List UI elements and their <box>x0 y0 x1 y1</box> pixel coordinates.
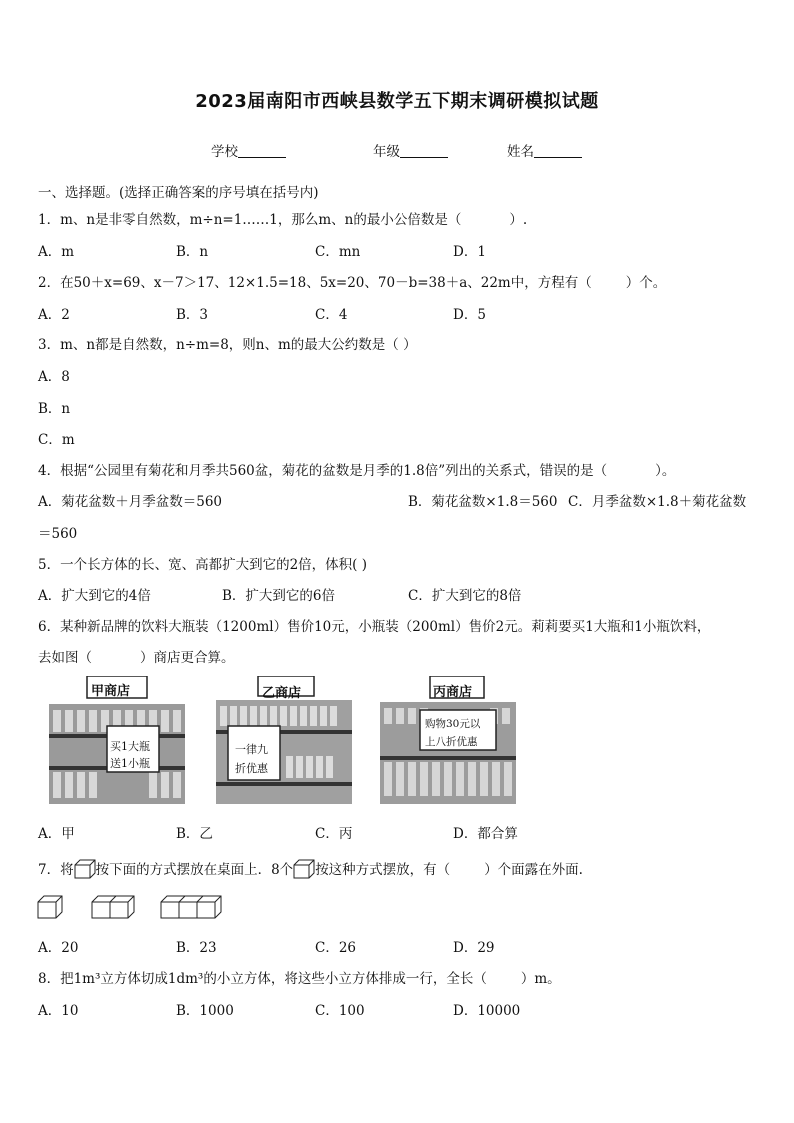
name-field <box>507 140 582 160</box>
q2-stem-end: ）个。 <box>625 275 667 291</box>
q2-option-a: A．2 <box>38 307 70 323</box>
q3-option-c: C．m <box>38 432 75 448</box>
q1-option-a: A．m <box>38 244 75 260</box>
q8-option-d: D．10000 <box>453 1003 521 1019</box>
q8-option-a: A．10 <box>38 1003 79 1019</box>
question-5: 5．一个长方体的长、宽、高都扩大到它的2倍，体积( ) <box>38 557 368 573</box>
cube-icon <box>293 859 315 879</box>
store-sign-jia-1: 买1大瓶 <box>110 740 150 753</box>
q7-stem-middle: 按下面的方式摆放在桌面上．8个 <box>95 862 294 878</box>
three-cube-figure <box>160 895 222 919</box>
q5-option-b: B．扩大到它的6倍 <box>222 588 336 604</box>
q7-stem-start: 7．将 <box>38 862 74 878</box>
q4-option-a: A．菊花盆数＋月季盆数＝560 <box>38 494 223 510</box>
question-7 <box>38 858 583 879</box>
q7-stem-end: ）个面露在外面. <box>484 862 583 878</box>
question-1 <box>38 208 527 228</box>
q4-option-c-continued: ＝560 <box>38 526 78 542</box>
q1-stem: 1．m、n是非零自然数，m÷n=1……1，那么m、n的最小公倍数是（ <box>38 212 462 228</box>
q7-option-d: D．29 <box>453 940 495 956</box>
q8-option-b: B．1000 <box>176 1003 234 1019</box>
grade-blank[interactable] <box>400 143 448 158</box>
question-8 <box>38 967 561 987</box>
q3-option-a: A．8 <box>38 369 70 385</box>
q4-stem: 4．根据“公园里有菊花和月季共560盆，菊花的盆数是月季的1.8倍”列出的关系式，错误的是（ <box>38 463 608 479</box>
q6-option-d: D．都合算 <box>453 826 518 842</box>
q3-option-b: B．n <box>38 401 71 417</box>
section-heading: 一、选择题。(选择正确答案的序号填在括号内) <box>38 185 319 201</box>
q1-option-d: D．1 <box>453 244 486 260</box>
q1-option-b: B．n <box>176 244 209 260</box>
question-4 <box>38 459 675 479</box>
store-sign-yi-1: 一律九 <box>235 743 268 756</box>
q1-stem-end: ）. <box>509 212 528 228</box>
two-cube-figure <box>91 895 135 919</box>
grade-field <box>373 140 448 160</box>
q2-stem: 2．在50＋x=69、x－7＞17、12×1.5=18、5x=20、70－b=38＋a、22m中，方程有（ <box>38 275 592 291</box>
school-label: 学校 <box>211 144 238 160</box>
store-sign-yi-2: 折优惠 <box>235 762 268 775</box>
store-name-yi: 乙商店 <box>262 686 302 701</box>
q8-option-c: C．100 <box>315 1003 365 1019</box>
q6-option-b: B．乙 <box>176 826 213 842</box>
single-cube-figure <box>37 895 63 919</box>
q7-option-b: B．23 <box>176 940 217 956</box>
name-blank[interactable] <box>534 143 582 158</box>
q6-option-c: C．丙 <box>315 826 353 842</box>
school-field <box>211 140 286 160</box>
q5-option-c: C．扩大到它的8倍 <box>408 588 522 604</box>
page-title: 2023届南阳市西峡县数学五下期末调研模拟试题 <box>195 91 599 112</box>
store-name-bing: 丙商店 <box>433 685 473 700</box>
question-2 <box>38 271 666 291</box>
cube-icon <box>74 859 96 879</box>
q4-stem-end: ）。 <box>655 463 676 479</box>
grade-label: 年级 <box>373 144 400 160</box>
q6-stem-end: ）商店更合算。 <box>140 650 235 666</box>
store-sign-bing-1: 购物30元以 <box>425 718 481 730</box>
q4-option-b: B．菊花盆数×1.8＝560 <box>408 494 558 510</box>
q8-stem-end: ）m。 <box>520 971 561 987</box>
q2-option-c: C．4 <box>315 307 348 323</box>
q2-option-b: B．3 <box>176 307 209 323</box>
q7-option-c: C．26 <box>315 940 357 956</box>
question-6-continued <box>38 646 235 666</box>
store-sign-jia-2: 送1小瓶 <box>110 757 150 770</box>
q5-option-a: A．扩大到它的4倍 <box>38 588 151 604</box>
store-sign-bing-2: 上八折优惠 <box>425 736 478 748</box>
q7-option-a: A．20 <box>38 940 79 956</box>
q7-stem-rest: 按这种方式摆放，有（ <box>315 862 451 878</box>
store-name-jia: 甲商店 <box>91 684 131 699</box>
q2-option-d: D．5 <box>453 307 486 323</box>
q8-stem: 8．把1m³立方体切成1dm³的小立方体，将这些小立方体排成一行，全长（ <box>38 971 487 987</box>
q4-option-c: C．月季盆数×1.8＋菊花盆数 <box>568 494 747 510</box>
q6-option-a: A．甲 <box>38 826 75 842</box>
question-3: 3．m、n都是自然数，n÷m=8，则n、m的最大公约数是（ ） <box>38 337 417 353</box>
school-blank[interactable] <box>238 143 286 158</box>
name-label: 姓名 <box>507 144 534 160</box>
question-6: 6．某种新品牌的饮料大瓶装（1200ml）售价10元，小瓶装（200ml）售价2元。莉莉要买1大瓶和1小瓶饮料， <box>38 619 711 635</box>
q1-option-c: C．mn <box>315 244 361 260</box>
q6-stem-cont: 去如图（ <box>38 650 92 666</box>
